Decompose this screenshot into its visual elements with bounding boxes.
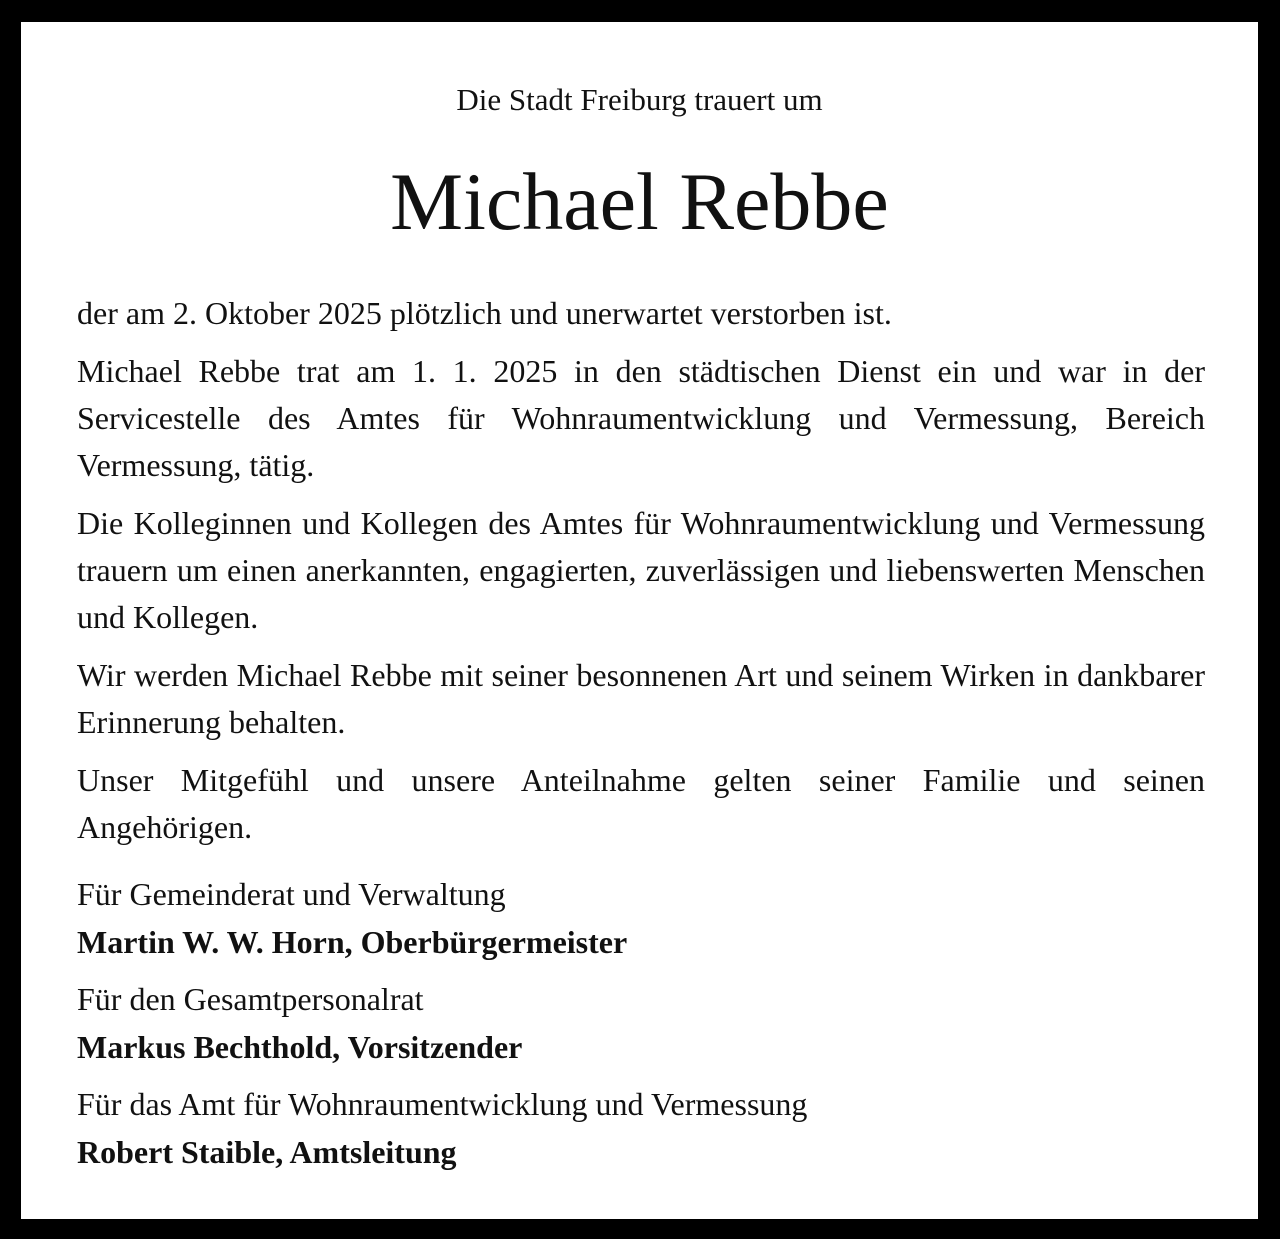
signatory-name: Markus Bechthold, Vorsitzender (77, 1029, 523, 1065)
intro-line: Die Stadt Freiburg trauert um (456, 82, 823, 117)
paragraph-condolences: Unser Mitgefühl und unsere Anteilnahme gelten seiner Familie und seinen Angehörigen. (77, 762, 1205, 845)
deceased-name: Michael Rebbe (390, 156, 889, 247)
signatory-name: Robert Staible, Amtsleitung (77, 1134, 457, 1170)
paragraph-remembrance: Wir werden Michael Rebbe mit seiner besonnenen Art und seinem Wirken in dankbarer Erinnerung behalten. (77, 657, 1205, 740)
signatory-name: Martin W. W. Horn, Oberbürgermeister (77, 924, 628, 960)
obituary-notice (21, 22, 1258, 1219)
obituary-text (77, 290, 1205, 851)
signature-organization: Für Gemeinderat und Verwaltung (77, 876, 506, 912)
signature-organization: Für das Amt für Wohnraumentwicklung und Vermessung (77, 1086, 808, 1122)
signature-staff-council (77, 975, 1205, 1071)
signature-council (77, 870, 1205, 966)
paragraph-death-date: der am 2. Oktober 2025 plötzlich und unerwartet verstorben ist. (77, 295, 892, 331)
paragraph-employment: Michael Rebbe trat am 1. 1. 2025 in den städtischen Dienst ein und war in der Servicestelle des Amtes für Wohnraumentwicklung und Vermessung, Bereich Vermessung, tätig. (77, 353, 1205, 483)
paragraph-colleagues: Die Kolleginnen und Kollegen des Amtes für Wohnraumentwicklung und Vermessung trauern um einen anerkannten, engagierten, zuverlässigen und liebenswerten Menschen und Kollegen. (77, 505, 1205, 635)
signature-organization: Für den Gesamtpersonalrat (77, 981, 424, 1017)
signature-office (77, 1080, 1205, 1176)
signature-list (77, 870, 1205, 1176)
